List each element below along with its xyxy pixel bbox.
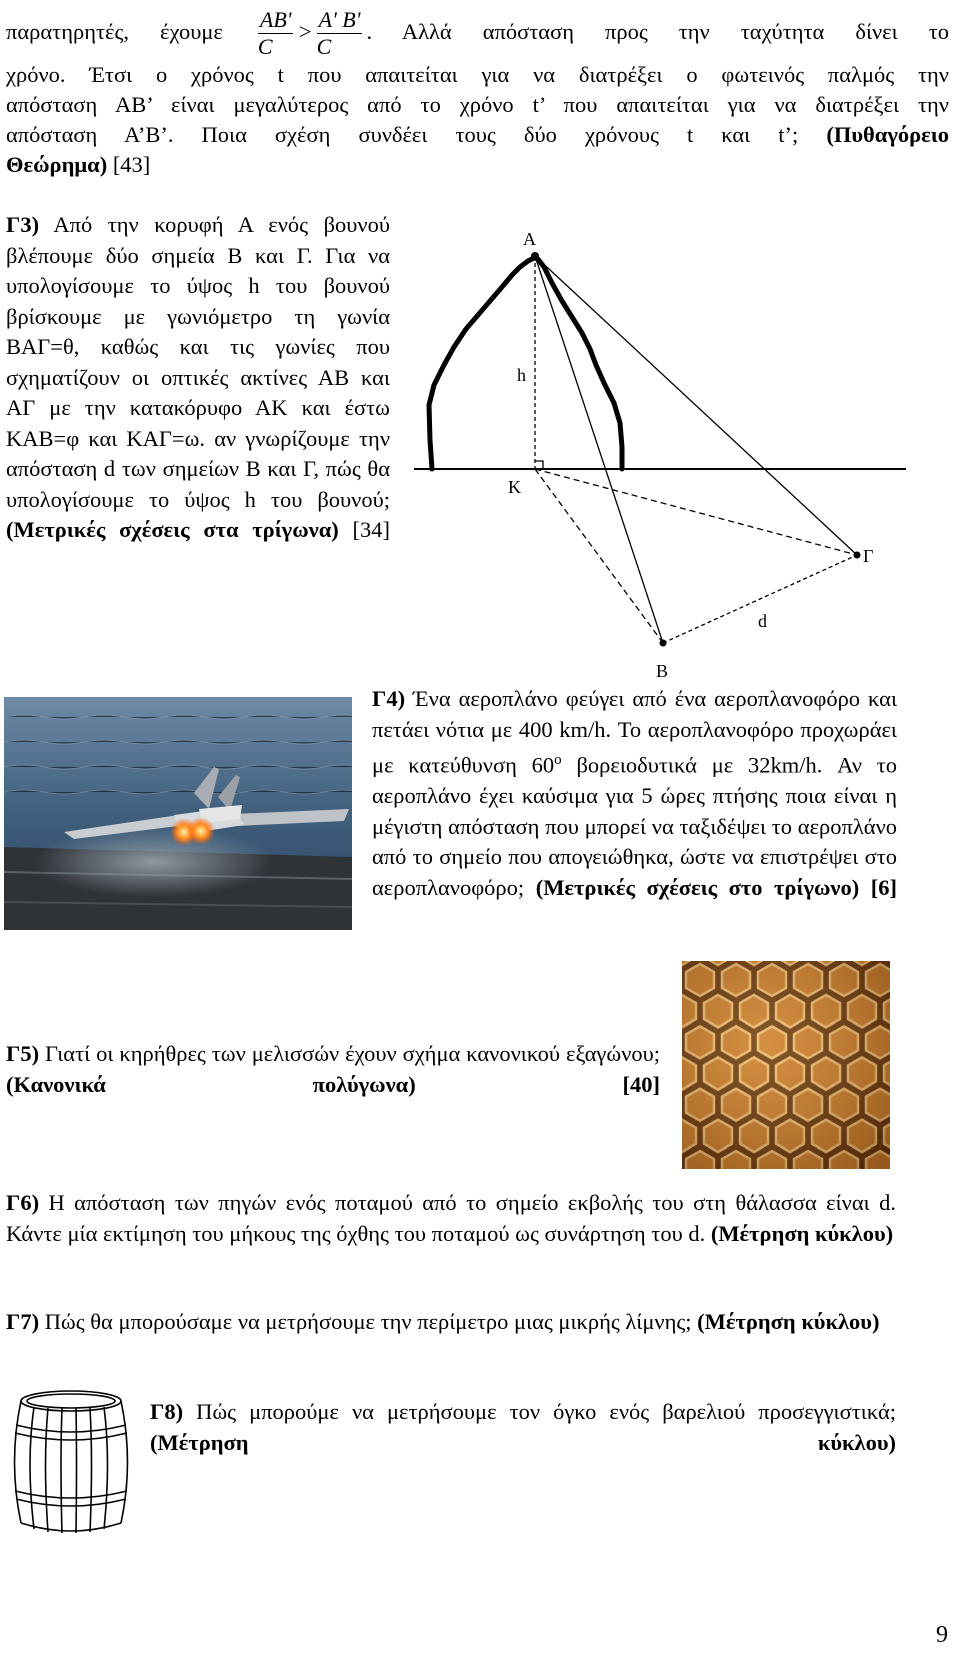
intro-line-1	[6, 6, 949, 58]
intro-topic-part-2: Θεώρημα)	[6, 152, 108, 177]
problem-g4	[372, 684, 897, 903]
g4-text-part-1: Ένα αεροπλάνο φεύγει από ένα αεροπλανοφόρο και πετάει νότια με 400 km/h. Το αεροπλανοφόρο προχωράει με κατεύθυνση 60	[372, 686, 898, 778]
fraction-ab	[258, 7, 294, 60]
fraction-a-b	[317, 7, 363, 60]
problem-g8	[150, 1397, 896, 1458]
g5-topic: (Κανονικά πολύγωνα)	[6, 1071, 416, 1097]
intro-line-3: απόσταση ΑΒ’ είναι μεγαλύτερος από το χρόνο t’ που απαιτείται για να διατρέξει την	[6, 92, 949, 117]
intro-after-fraction: . Αλλά απόσταση προς την ταχύτητα δίνει το	[366, 19, 949, 44]
label-b: B	[656, 661, 669, 681]
g6-topic: (Μέτρηση κύκλου)	[710, 1220, 894, 1246]
mountain-diagram	[410, 225, 910, 685]
problem-g3	[6, 210, 390, 546]
g5-label: Γ5)	[6, 1041, 40, 1066]
g3-topic: (Μετρικές σχέσεις στα τρίγωνα)	[6, 517, 339, 542]
g6-text: Η απόσταση των πηγών ενός ποταμού από το σημείο εκβολής του στη θάλασσα είναι d. Κάντε μία εκτίμηση του μήκους της όχθης του ποταμού ως συνάρτηση του d.	[6, 1190, 896, 1246]
jet-takeoff-photo	[4, 697, 352, 930]
label-k: K	[508, 477, 521, 497]
greater-than-sign: >	[297, 19, 313, 44]
label-a: A	[523, 229, 536, 249]
g4-degree: ο	[554, 752, 562, 768]
intro-line-5	[6, 150, 949, 180]
intro-topic-part-1: (Πυθαγόρειο	[826, 122, 949, 147]
label-h: h	[517, 365, 526, 385]
g4-label: Γ4)	[372, 686, 406, 711]
right-angle-mark	[535, 461, 543, 469]
problem-g5	[6, 1039, 660, 1100]
line-ag	[535, 256, 857, 555]
g7-text: Πώς θα μπορούσαμε να μετρήσουμε την περίμετρο μιας μικρής λίμνης;	[44, 1309, 692, 1334]
point-b	[660, 640, 667, 647]
label-d: d	[758, 611, 767, 631]
fraction-ab-denominator: C	[257, 34, 273, 60]
g7-topic: (Μέτρηση κύκλου)	[697, 1309, 880, 1334]
line-kb	[535, 469, 663, 643]
line-kg	[535, 469, 857, 555]
g5-text: Γιατί οι κηρήθρες των μελισσών έχουν σχήμα κανονικού εξαγώνου;	[45, 1041, 661, 1066]
intro-reference: [43]	[112, 152, 151, 177]
barrel-drawing	[6, 1387, 136, 1537]
intro-line-2: χρόνο. Έτσι ο χρόνος t που απαιτείται για να διατρέξει ο φωτεινός παλμός την	[6, 62, 949, 87]
g4-topic: (Μετρικές σχέσεις στο τρίγωνο)	[535, 874, 860, 900]
g4-text-part-2: βορειοδυτικά με 32km/h. Αν το αεροπλάνο έχει καύσιμα για 5 ώρες πτήσης ποια είναι η μέγιστη απόσταση που μπορεί να ταξιδέψει το αεροπλάνο από το σημείο που απογειώθηκα, ώστε να επιστρέψει στο αεροπλανοφόρο;	[372, 752, 897, 900]
problem-g7	[6, 1307, 896, 1338]
mountain-outline	[429, 258, 622, 469]
intro-line-4-text: απόσταση Α’Β’. Ποια σχέση συνδέει τους δύο χρόνους t και t’;	[6, 122, 799, 147]
fraction-ab-numerator: AB'	[259, 7, 292, 33]
intro-lead: παρατηρητές, έχουμε	[6, 19, 223, 44]
label-g: Γ	[863, 546, 874, 566]
fraction-a-b-denominator: C	[316, 34, 332, 60]
honeycomb-photo	[682, 961, 890, 1169]
g6-label: Γ6)	[6, 1190, 40, 1215]
g8-text: Πώς μπορούμε να μετρήσουμε τον όγκο ενός βαρελιού προσεγγιστικά;	[196, 1399, 897, 1424]
fraction-a-b-numerator: A' B'	[318, 7, 361, 33]
problem-g6	[6, 1188, 896, 1249]
intro-line-4	[6, 120, 949, 150]
g8-label: Γ8)	[150, 1399, 184, 1424]
g7-label: Γ7)	[6, 1309, 40, 1334]
g3-reference: [34]	[352, 517, 390, 542]
g3-text: Από την κορυφή Α ενός βουνού βλέπουμε δύο σημεία Β και Γ. Για να υπολογίσουμε το ύψος h του βουνού βρίσκουμε με γωνιόμετρο τη γωνία ΒΑΓ=θ, καθώς και τις γωνίες που σχηματίζουν οι οπτικές ακτίνες ΑΒ και ΑΓ με την κατακόρυφο ΑΚ και έστω ΚΑΒ=φ και ΚΑΓ=ω. αν γνωρίζουμε την απόσταση d των σημείων Β και Γ, πώς θα υπολογίσουμε το ύψος h του βουνού;	[6, 212, 390, 512]
point-g	[854, 552, 861, 559]
g8-topic: (Μέτρηση κύκλου)	[150, 1429, 896, 1455]
page-number: 9	[936, 1622, 948, 1648]
g3-label: Γ3)	[6, 212, 40, 237]
g5-reference: [40]	[622, 1071, 661, 1097]
line-ab	[535, 256, 663, 643]
g4-reference: [6]	[870, 874, 897, 900]
